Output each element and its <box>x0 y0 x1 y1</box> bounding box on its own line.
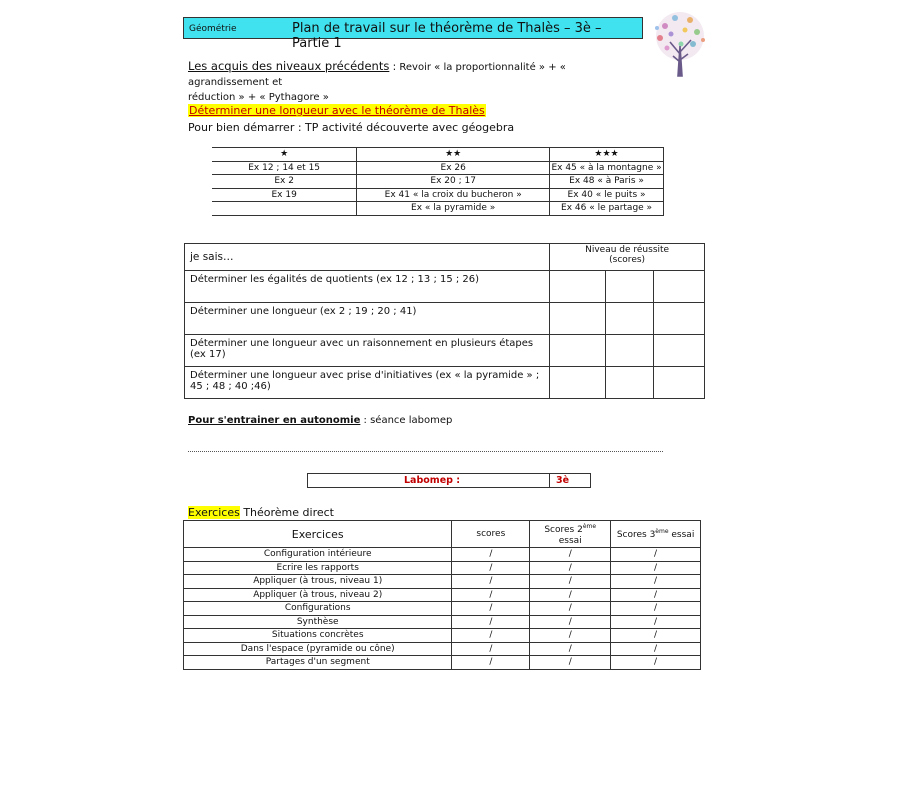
table-cell: Ex 19 <box>212 188 357 202</box>
exercices-heading-highlight: Exercices <box>188 506 240 519</box>
skill-description: Déterminer les égalités de quotients (ex 12 ; 13 ; 15 ; 26) <box>185 271 550 303</box>
tree-illustration <box>645 6 715 82</box>
section-heading-text: Déterminer une longueur avec le théorème de Thalès <box>189 104 485 117</box>
score-placeholder[interactable]: / <box>452 602 530 616</box>
score-placeholder[interactable]: / <box>452 575 530 589</box>
stars-header-row <box>212 148 664 162</box>
labomep-box <box>307 473 591 488</box>
header-bar <box>183 17 643 51</box>
exercise-name: Partages d'un segment <box>184 656 452 670</box>
acquis-label: Les acquis des niveaux précédents <box>188 59 390 73</box>
scores2-text: Scores 2 <box>544 525 583 535</box>
scores3-text: Scores 3 <box>616 530 656 540</box>
exercise-name: Appliquer (à trous, niveau 2) <box>184 588 452 602</box>
score-placeholder[interactable]: / <box>452 642 530 656</box>
table-row <box>184 588 701 602</box>
score-cell[interactable] <box>654 367 705 399</box>
score-cell[interactable] <box>550 367 606 399</box>
autonomie-label: Pour s'entrainer en autonomie <box>188 415 361 426</box>
subject-label: Géométrie <box>189 24 237 34</box>
autonomie-rest: : séance labomep <box>360 415 453 426</box>
scores-col-header: scores <box>452 521 530 548</box>
score-cell[interactable] <box>606 271 654 303</box>
skills-table <box>184 243 705 399</box>
score-placeholder[interactable]: / <box>530 575 611 589</box>
score-placeholder[interactable]: / <box>611 588 701 602</box>
exercices-body <box>184 548 701 670</box>
score-cell[interactable] <box>654 303 705 335</box>
score-placeholder[interactable]: / <box>452 615 530 629</box>
skill-description: Déterminer une longueur (ex 2 ; 19 ; 20 ; 41) <box>185 303 550 335</box>
exercise-name: Configurations <box>184 602 452 616</box>
score-placeholder[interactable]: / <box>530 629 611 643</box>
score-placeholder[interactable]: / <box>611 629 701 643</box>
labomep-label: Labomep : <box>404 475 461 486</box>
score-placeholder[interactable]: / <box>452 656 530 670</box>
table-cell: Ex « la pyramide » <box>357 202 550 216</box>
exercise-name: Appliquer (à trous, niveau 1) <box>184 575 452 589</box>
three-star-header: ★★★ <box>550 148 664 162</box>
table-row <box>184 548 701 562</box>
score-placeholder[interactable]: / <box>611 656 701 670</box>
intro-text: Pour bien démarrer : TP activité découverte avec géogebra <box>188 121 515 134</box>
table-row <box>184 629 701 643</box>
score-placeholder[interactable]: / <box>452 588 530 602</box>
score-cell[interactable] <box>550 303 606 335</box>
score-placeholder[interactable]: / <box>530 656 611 670</box>
acquis-paragraph <box>188 59 648 105</box>
table-row <box>212 202 664 216</box>
one-star-header: ★ <box>212 148 357 162</box>
scores2-essai: essai <box>558 536 582 546</box>
table-cell: Ex 48 « à Paris » <box>550 175 664 189</box>
score-placeholder[interactable]: / <box>530 588 611 602</box>
labomep-level: 3è <box>556 475 570 486</box>
table-cell: Ex 41 « la croix du bucheron » <box>357 188 550 202</box>
exercices-table <box>183 520 701 670</box>
exercise-name: Dans l'espace (pyramide ou cône) <box>184 642 452 656</box>
skill-description: Déterminer une longueur avec un raisonnement en plusieurs étapes (ex 17) <box>185 335 550 367</box>
exercise-name: Ecrire les rapports <box>184 561 452 575</box>
score-placeholder[interactable]: / <box>452 561 530 575</box>
table-cell: Ex 45 « à la montagne » <box>551 162 662 173</box>
score-cell[interactable] <box>550 271 606 303</box>
score-placeholder[interactable]: / <box>530 615 611 629</box>
score-placeholder[interactable]: / <box>611 602 701 616</box>
acquis-separator: : <box>389 61 397 73</box>
skills-header-row <box>185 244 705 271</box>
acquis-line2: réduction » + « Pythagore » <box>188 92 329 103</box>
scores3-sup: ème <box>655 528 669 535</box>
section-heading <box>188 104 486 117</box>
score-cell[interactable] <box>654 271 705 303</box>
table-row <box>212 161 664 175</box>
table-cell: Ex 2 <box>212 175 357 189</box>
acquis-line1: Revoir « la proportionnalité » + « agrandissement et <box>188 62 566 88</box>
table-row <box>184 615 701 629</box>
score-placeholder[interactable]: / <box>611 548 701 562</box>
table-cell: Ex 40 « le puits » <box>550 188 664 202</box>
scores2-sup: ème <box>582 523 597 530</box>
score-placeholder[interactable]: / <box>452 548 530 562</box>
table-cell: Ex 26 <box>357 161 550 175</box>
score-cell[interactable] <box>654 335 705 367</box>
exercices-col-header: Exercices <box>184 521 452 548</box>
score-placeholder[interactable]: / <box>530 642 611 656</box>
je-sais-header: je sais… <box>185 244 550 271</box>
exercices-header-row <box>184 521 701 548</box>
two-star-header: ★★ <box>357 148 550 162</box>
skill-description: Déterminer une longueur avec prise d'initiatives (ex « la pyramide » ; 45 ; 48 ; 40 ;46) <box>185 367 550 399</box>
autonomie-line <box>188 415 452 426</box>
labomep-separator <box>549 474 550 487</box>
level-header: Niveau de réussite (scores) <box>550 244 705 271</box>
score-placeholder[interactable]: / <box>611 642 701 656</box>
table-cell: Ex 20 ; 17 <box>357 175 550 189</box>
table-cell: Ex 46 « le partage » <box>550 202 664 216</box>
exercise-name: Configuration intérieure <box>184 548 452 562</box>
score-placeholder[interactable]: / <box>611 575 701 589</box>
score-placeholder[interactable]: / <box>611 615 701 629</box>
table-row <box>185 303 705 335</box>
score-placeholder[interactable]: / <box>452 629 530 643</box>
scores3-col-header <box>611 521 701 548</box>
score-placeholder[interactable]: / <box>530 602 611 616</box>
exercise-name: Synthèse <box>184 615 452 629</box>
table-row <box>184 602 701 616</box>
table-row <box>184 575 701 589</box>
score-cell[interactable] <box>606 367 654 399</box>
table-cell <box>212 202 357 216</box>
exercise-name: Situations concrètes <box>184 629 452 643</box>
table-row <box>212 175 664 189</box>
score-cell[interactable] <box>550 335 606 367</box>
exercices-heading-rest: Théorème direct <box>239 506 334 519</box>
table-row <box>184 561 701 575</box>
table-row <box>185 335 705 367</box>
table-row <box>185 271 705 303</box>
table-row <box>184 642 701 656</box>
score-placeholder[interactable]: / <box>611 561 701 575</box>
table-row <box>212 188 664 202</box>
score-placeholder[interactable]: / <box>530 548 611 562</box>
score-cell[interactable] <box>606 303 654 335</box>
dotted-divider <box>188 451 663 452</box>
scores2-col-header <box>530 521 611 548</box>
exercise-difficulty-table <box>212 147 664 216</box>
exercices-heading <box>188 506 334 519</box>
table-row <box>184 656 701 670</box>
scores3-essai: essai <box>668 530 695 540</box>
score-cell[interactable] <box>606 335 654 367</box>
page-title: Plan de travail sur le théorème de Thalès – 3è – Partie 1 <box>292 21 602 51</box>
score-placeholder[interactable]: / <box>530 561 611 575</box>
table-row <box>185 367 705 399</box>
table-cell: Ex 12 ; 14 et 15 <box>212 161 357 175</box>
